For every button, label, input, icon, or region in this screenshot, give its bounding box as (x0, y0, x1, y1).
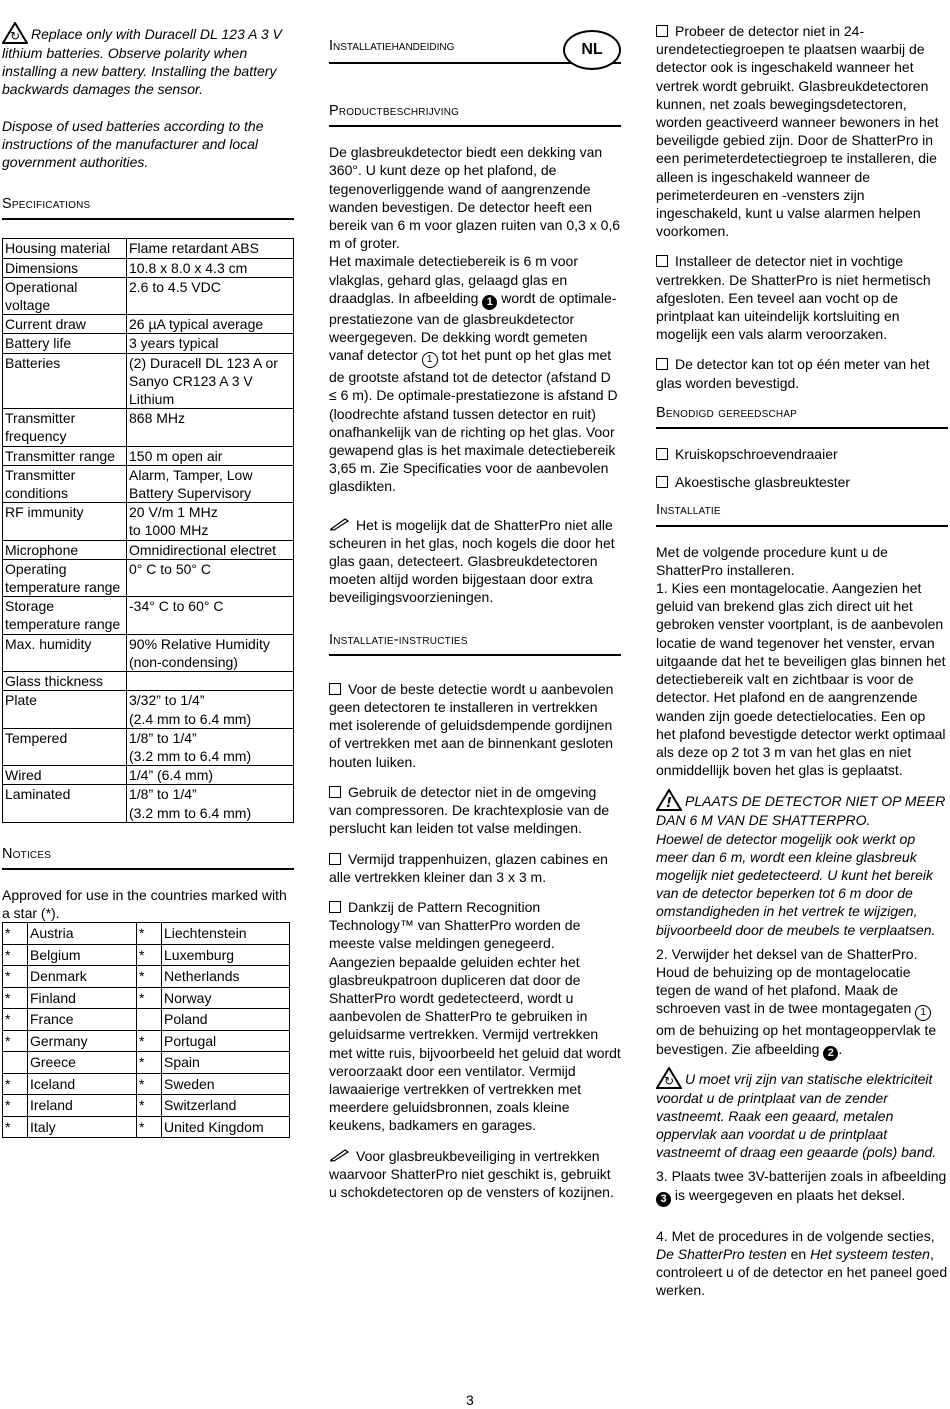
spec-value: 0° C to 50° C (127, 559, 294, 596)
spec-row (3, 691, 294, 728)
country-name: Denmark (28, 966, 137, 988)
country-name: Netherlands (162, 966, 290, 988)
checkbox-icon (656, 25, 668, 37)
spec-value (127, 672, 294, 691)
spec-label: Batteries (3, 353, 127, 409)
column-left (2, 22, 294, 1138)
instructions-list (329, 680, 621, 1135)
spec-label: Transmitter range (3, 446, 127, 465)
checkbox-icon (329, 853, 341, 865)
spec-row (3, 766, 294, 785)
spec-row (3, 277, 294, 314)
checkbox-bullet: De detector kan tot op één meter van het glas worden bevestigd. (656, 356, 930, 391)
checkbox-icon (329, 786, 341, 798)
note-2: Voor glasbreukbeveiliging in vertrekken waarvoor ShatterPro niet geschikt is, gebruikt u schokdetectoren op de vensters of kozijnen. (329, 1147, 614, 1200)
spec-label: Dimensions (3, 258, 127, 277)
spec-value: Alarm, Tamper, Low Battery Supervisory (127, 465, 294, 502)
country-name: Liechtenstein (162, 923, 290, 945)
specs-heading: Specifications (2, 195, 294, 220)
step-2: 2. Verwijder het deksel van de ShatterPro. Houd de behuizing op de montagelocatie tegen de wand of het plafond. Maak de schroeven vast in de twee montagegaten 1 om de behuizing op het montageoppervlak te bevestigen. Zie afbeelding 2 . (656, 945, 937, 1059)
note-1: Het is mogelijk dat de ShatterPro niet alle scheuren in het glas, noch kogels die door het glas gaan, detecteert. Glasbreukdetectoren moeten altijd worden bijgestaan door extra beveiligingsvoorzieningen. (329, 516, 615, 606)
spec-label: Current draw (3, 315, 127, 334)
spec-label: Battery life (3, 334, 127, 353)
spec-value: Omnidirectional electret (127, 540, 294, 559)
country-name: Sweden (162, 1073, 290, 1095)
spec-label: Transmitter frequency (3, 409, 127, 446)
svg-text:↻: ↻ (9, 29, 21, 43)
specs-table (2, 238, 294, 822)
battery-warning: ↻ Replace only with Duracell DL 123 A 3 V lithium batteries. Observe polarity when installing a new battery. Installing the battery backwards damages the sensor. (2, 22, 294, 99)
tools-heading: Benodigd gereedschap (656, 404, 948, 429)
spec-value: Flame retardant ABS (127, 239, 294, 258)
dispose-text: Dispose of used batteries according to the instructions of the manufacturer and local government authorities. (2, 117, 264, 171)
spec-value: 90% Relative Humidity (non-condensing) (127, 634, 294, 671)
country-star: * (137, 1095, 162, 1117)
checkbox-icon (656, 448, 668, 460)
step-3: 3. Plaats twee 3V-batterijen zoals in afbeelding 3 is weergegeven en plaats het deksel. (656, 1168, 947, 1205)
instructions-heading: Installatie-instructies (329, 631, 621, 656)
country-row (3, 1095, 290, 1117)
range-warning: ! PLAATS DE DETECTOR NIET OP MEER DAN 6 M VAN DE SHATTERPRO. Hoewel de detector mogelijk ook werkt op meer dan 6 m, wordt een kleine glasbreuk mogelijk niet gedetecteerd. U kunt het bereik van de detector beperken tot 6 m door de omstandigheden in het vertrek te wijzigen, bijvoorbeeld door de meubels te verplaatsen. (656, 789, 948, 938)
countries-table (2, 922, 290, 1138)
spec-label: Glass thickness (3, 672, 127, 691)
country-star: * (137, 1116, 162, 1138)
spec-value: 2.6 to 4.5 VDC (127, 277, 294, 314)
spec-value: 1/4” (6.4 mm) (127, 766, 294, 785)
battery-warning-icon (2, 22, 28, 44)
country-star: * (3, 1073, 28, 1095)
language-badge: NL (563, 30, 621, 70)
country-name: Spain (162, 1052, 290, 1074)
country-star: * (137, 1073, 162, 1095)
country-row (3, 1030, 290, 1052)
country-star: * (137, 987, 162, 1009)
installation-title: Installatiehandeiding (329, 37, 455, 54)
spec-row (3, 540, 294, 559)
country-row (3, 987, 290, 1009)
spec-value: 868 MHz (127, 409, 294, 446)
country-name: Luxemburg (162, 944, 290, 966)
installation-header (329, 22, 621, 64)
product-description: De glasbreukdetector biedt een dekking van 360°. U kunt deze op het plafond, de tegenoverliggende wand of aangrenzende wanden bevestigen. De detector heeft een bereik van 6 m voor glazen ruiten van 0,3 x 0,6 m of groter. Het maximale detectiebereik is 6 m voor vlakglas, gehard glas, gelaagd glas en draadglas. In afbeelding 1 wordt de optimale-prestatiezone van de glasbreukdetector weergegeven. De dekking wordt gemeten vanaf detector 1 tot het punt op het glas met de grootste afstand tot de detector (afstand D ≤ 6 m). De optimale-prestatiezone is afstand D (loodrechte afstand tussen detector en ruit) onafhankelijk van de richting op het glas. Voor gewapend glas is het maximale detectiebereik 3,65 m. Zie Specificaties voor de aanbevolen glasdikten. (329, 144, 621, 495)
spec-row (3, 446, 294, 465)
country-star: * (137, 923, 162, 945)
spec-label: Operating temperature range (3, 559, 127, 596)
svg-text:↻: ↻ (663, 1073, 675, 1088)
country-name: Poland (162, 1009, 290, 1031)
install-heading: Installatie (656, 501, 948, 526)
country-star: * (137, 966, 162, 988)
spec-row (3, 409, 294, 446)
writing-hand-icon (329, 517, 353, 531)
column-right (656, 22, 948, 1317)
country-star: * (3, 923, 28, 945)
spec-value: 3 years typical (127, 334, 294, 353)
spec-label: Storage temperature range (3, 597, 127, 634)
country-row (3, 1052, 290, 1074)
spec-value: 10.8 x 8.0 x 4.3 cm (127, 258, 294, 277)
country-star: * (137, 1030, 162, 1052)
checkbox-bullet: Installeer de detector niet in vochtige vertrekken. De ShatterPro is niet hermetisch afgesloten. Een teveel aan vocht op de printplaat kan uiteindelijk kortsluiting en mogelijk een vals alarm veroorzaken. (656, 253, 931, 343)
figure-ref-3: 3 (656, 1192, 671, 1207)
country-star: * (137, 944, 162, 966)
country-star: * (3, 966, 28, 988)
spec-label: Plate (3, 691, 127, 728)
checkbox-bullet: Dankzij de Pattern Recognition Technology™ van ShatterPro worden de meeste valse meldingen genegeerd. Aangezien bepaalde geluiden echter het glasbreukpatroon dupliceren dat door de ShatterPro wordt gedetecteerd, wordt u aanbevolen de ShatterPro te gebruiken in geluidsarme vertrekken. Vermijd vertrekken met witte ruis, bijvoorbeeld het geluid dat wordt veroorzaakt door een ventilator. Vermijd lawaaierige vertrekken of vertrekken met meerdere geluidsbronnen, zoals kleine keukens, badkamers en garages. (329, 898, 621, 1134)
country-star: * (3, 1030, 28, 1052)
writing-hand-icon (329, 1148, 353, 1162)
spec-label: RF immunity (3, 503, 127, 540)
checkbox-bullet: Gebruik de detector niet in de omgeving van compressoren. De krachtexplosie van de perslucht kan leiden tot valse meldingen. (329, 783, 610, 837)
checkbox-icon (329, 683, 341, 695)
spec-row (3, 258, 294, 277)
callout-ref-1: 1 (915, 1005, 931, 1021)
country-name: Portugal (162, 1030, 290, 1052)
spec-value: -34° C to 60° C (127, 597, 294, 634)
country-star: * (3, 944, 28, 966)
spec-row (3, 465, 294, 502)
svg-text:!: ! (666, 796, 672, 812)
notices-heading: Notices (2, 845, 294, 870)
product-heading: Productbeschrijving (329, 102, 621, 127)
spec-value: 26 µA typical average (127, 315, 294, 334)
tools-list (656, 445, 948, 491)
checkbox-bullet: Akoestische glasbreuktester (656, 473, 948, 491)
spec-row (3, 672, 294, 691)
placement-list (656, 22, 948, 392)
country-name: Norway (162, 987, 290, 1009)
spec-row (3, 634, 294, 671)
page-number: 3 (466, 1392, 474, 1408)
country-name: Switzerland (162, 1095, 290, 1117)
spec-row (3, 597, 294, 634)
country-row (3, 1009, 290, 1031)
country-row (3, 923, 290, 945)
spec-row (3, 728, 294, 765)
figure-ref-2: 2 (823, 1046, 838, 1061)
spec-label: Operational voltage (3, 277, 127, 314)
column-middle (329, 22, 621, 1219)
country-star: * (3, 1095, 28, 1117)
step-4: 4. Met de procedures in de volgende secties, De ShatterPro testen en Het systeem testen, controleert u of de detector en het paneel goed werken. (656, 1227, 948, 1299)
spec-value: (2) Duracell DL 123 A or Sanyo CR123 A 3 V Lithium (127, 353, 294, 409)
spec-label: Transmitter conditions (3, 465, 127, 502)
spec-label: Max. humidity (3, 634, 127, 671)
spec-row (3, 559, 294, 596)
country-star: * (3, 1009, 28, 1031)
country-row (3, 1073, 290, 1095)
spec-label: Tempered (3, 728, 127, 765)
figure-ref-1: 1 (482, 295, 497, 310)
country-name: Austria (28, 923, 137, 945)
spec-row (3, 785, 294, 822)
country-name: Greece (28, 1052, 137, 1074)
checkbox-bullet: Kruiskopschroevendraaier (656, 445, 948, 463)
country-row (3, 966, 290, 988)
country-star: * (137, 1052, 162, 1074)
country-name: Ireland (28, 1095, 137, 1117)
static-warning-icon (656, 1067, 682, 1089)
install-intro: Met de volgende procedure kunt u de ShatterPro installeren. 1. Kies een montagelocatie. Aangezien het geluid van brekend glas zich direct uit het gebroken venster voortplant, is de aanbevolen locatie de wand tegenover het venster, ervan uitgaande dat het te beveiligen glas binnen het detectiebereik valt en zichtbaar is voor de detector. Het plafond en de aangrenzende wanden zijn goede detectielocaties. Een op het plafond bevestigde detector werkt optimaal als deze op 2 tot 3 m van het glas en niet onmiddellijk boven het glas is geplaatst. (656, 543, 946, 779)
country-row (3, 944, 290, 966)
country-name: Finland (28, 987, 137, 1009)
country-star (137, 1009, 162, 1031)
spec-row (3, 353, 294, 409)
country-star: * (3, 1116, 28, 1138)
spec-value: 3/32” to 1/4” (2.4 mm to 6.4 mm) (127, 691, 294, 728)
checkbox-bullet: Probeer de detector niet in 24-urendetectiegroepen te plaatsen waarbij de detector ook is ingeschakeld wanneer het vertrek wordt gebruikt. Glasbreukdetectoren kunnen, net zoals bewegingsdetectoren, worden geactiveerd wanneer bewoners in het beveiligde gebied zijn. Door de ShatterPro in een perimeterdetectiegroep te installeren, die alleen is ingeschakeld wanneer de perimeterdeuren en -vensters zijn ingeschakeld, kunt u valse alarmen helpen voorkomen. (656, 23, 939, 240)
country-name: Iceland (28, 1073, 137, 1095)
spec-value: 20 V/m 1 MHz to 1000 MHz (127, 503, 294, 540)
checkbox-bullet: Voor de beste detectie wordt u aanbevolen geen detectoren te installeren in vertrekken met isolerende of geluidsdempende gordijnen of vertrekken met aan de binnenkant gesloten houten luiken. (329, 680, 614, 770)
spec-row (3, 503, 294, 540)
country-name: United Kingdom (162, 1116, 290, 1138)
spec-label: Laminated (3, 785, 127, 822)
spec-row (3, 334, 294, 353)
checkbox-icon (656, 358, 668, 370)
country-name: Belgium (28, 944, 137, 966)
callout-ref-1: 1 (422, 352, 438, 368)
warning-icon (656, 789, 682, 811)
static-warning: ↻ U moet vrij zijn van statische elektriciteit voordat u de printplaat van de zender vastneemt. Raak een geaard, metalen oppervlak aan voordat u de printplaat vastneemt of draag een geaarde (pols) band. (656, 1067, 948, 1162)
country-row (3, 1116, 290, 1138)
country-name: Italy (28, 1116, 137, 1138)
country-name: France (28, 1009, 137, 1031)
spec-value: 1/8” to 1/4” (3.2 mm to 6.4 mm) (127, 785, 294, 822)
spec-label: Wired (3, 766, 127, 785)
checkbox-icon (656, 255, 668, 267)
checkbox-bullet: Vermijd trappenhuizen, glazen cabines en alle vertrekken kleiner dan 3 x 3 m. (329, 850, 608, 885)
spec-row (3, 315, 294, 334)
country-star (3, 1052, 28, 1074)
notices-text: Approved for use in the countries marked with a star (*). (2, 886, 287, 922)
spec-value: 150 m open air (127, 446, 294, 465)
checkbox-icon (329, 901, 341, 913)
spec-row (3, 239, 294, 258)
spec-value: 1/8” to 1/4” (3.2 mm to 6.4 mm) (127, 728, 294, 765)
checkbox-icon (656, 476, 668, 488)
spec-label: Microphone (3, 540, 127, 559)
spec-label: Housing material (3, 239, 127, 258)
country-star: * (3, 987, 28, 1009)
country-name: Germany (28, 1030, 137, 1052)
